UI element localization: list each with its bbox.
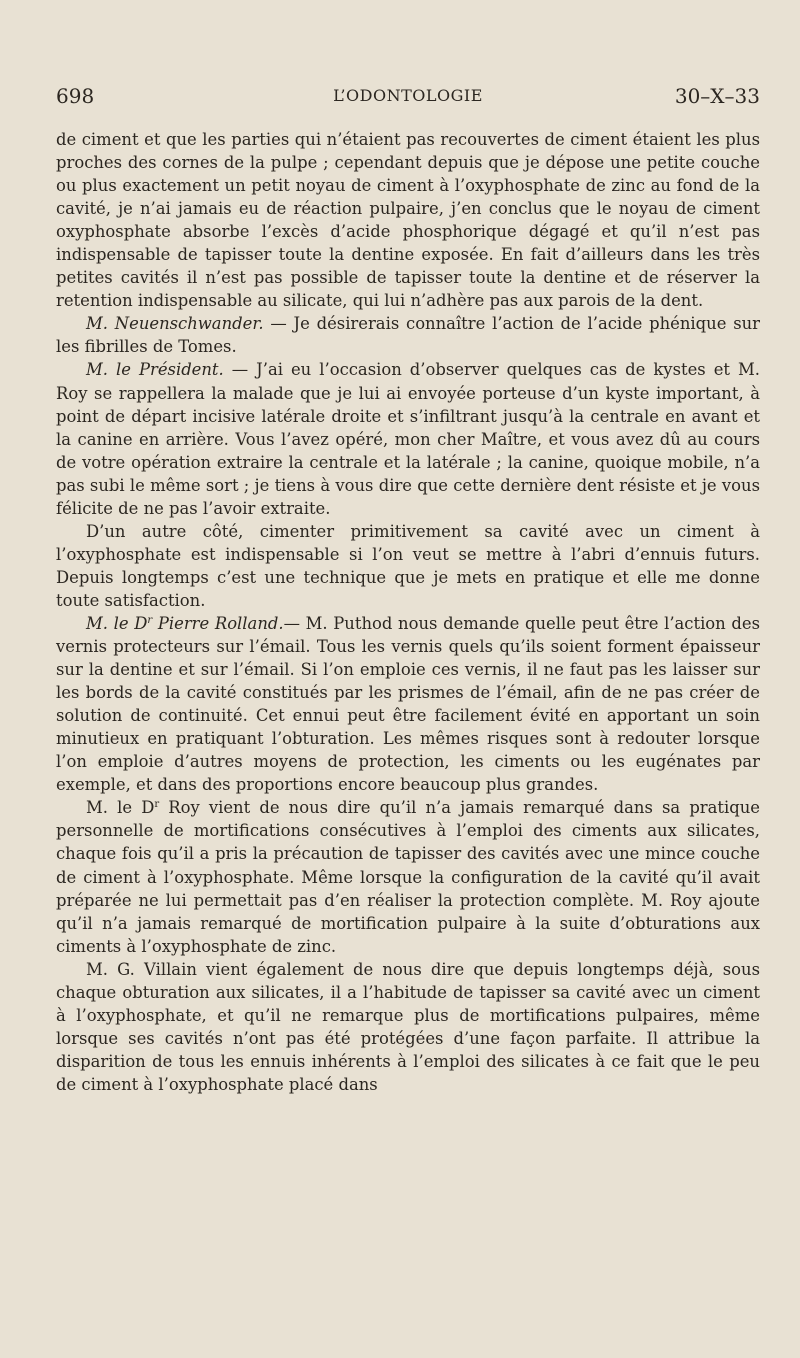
page-body bbox=[56, 128, 760, 1096]
paragraph: M. le Président. — J’ai eu l’occasion d’observer quelques cas de kystes et M. Roy se rappellera la malade que je lui ai envoyée porteuse d’un kyste important, à point de départ incisive latérale droite et s’infiltrant jusqu’à la centrale en avant et la canine en arrière. Vous l’avez opéré, mon cher Maître, et vous avez dû au cours de votre opération extraire la centrale et la latérale ; la canine, quoique mobile, n’a pas subi le même sort ; je tiens à vous dire que cette dernière dent résiste et je vous félicite de ne pas l’avoir extraite. bbox=[56, 360, 760, 518]
running-header bbox=[56, 84, 760, 114]
page-number: 698 bbox=[56, 84, 95, 108]
speaker-name: M. le $D^r$ Pierre Rolland. bbox=[86, 613, 284, 633]
paragraph: de ciment et que les parties qui n’étaient pas recouvertes de ciment étaient les plus proches des cornes de la pulpe ; cependant depuis que je dépose une petite couche ou plus exactement un petit noyau de ciment à l’oxyphosphate de zinc au fond de la cavité, je n’ai jamais eu de réaction pulpaire, j’en conclus que le noyau de ciment oxyphosphate absorbe l’excès d’acide phosphorique dégagé et qu’il n’est pas indispensable de tapisser toute la dentine exposée. En fait d’ailleurs dans les très petites cavités il n’est pas possible de tapisser toute la dentine et de réserver la retention indispensable au silicate, qui lui n’adhère pas aux parois de la dent. bbox=[56, 130, 760, 311]
issue-date: 30–X–33 bbox=[674, 84, 760, 108]
paragraph: M. G. Villain vient également de nous dire que depuis longtemps déjà, sous chaque obturation aux silicates, il a l’habitude de tapisser sa cavité avec un ciment à l’oxyphosphate, et qu’il ne remarque plus de mortifications pulpaires, même lorsque ses cavités n’ont pas été protégées d’une façon parfaite. Il attribue la disparition de tous les ennuis inhérents à l’emploi des silicates à ce fait que le peu de ciment à l’oxyphosphate placé dans bbox=[56, 959, 760, 1094]
journal-title: L’ODONTOLOGIE bbox=[333, 86, 483, 105]
speaker-name: M. le Président. bbox=[86, 360, 224, 380]
speaker-name: M. Neuenschwander. bbox=[86, 314, 264, 334]
paragraph: D’un autre côté, cimenter primitivement sa cavité avec un ciment à l’oxyphosphate est indispensable si l’on veut se mettre à l’abri d’ennuis futurs. Depuis longtemps c’est une technique que je mets en pratique et elle me donne toute satisfaction. bbox=[56, 521, 760, 610]
paragraph: M. le $D^r$ Roy vient de nous dire qu’il n’a jamais remarqué dans sa pratique personnelle de mortifications consécutives à l’emploi des ciments aux silicates, chaque fois qu’il a pris la précaution de tapisser des cavités avec une mince couche de ciment à l’oxyphosphate. Même lorsque la configuration de la cavité qu’il avait préparée ne lui permettait pas d’en réaliser la protection complète. M. Roy ajoute qu’il n’a jamais remarqué de mortification pulpaire à la suite d’obturations aux ciments à l’oxyphosphate de zinc. bbox=[56, 798, 760, 956]
paragraph: M. Neuenschwander. — Je désirerais connaître l’action de l’acide phénique sur les fibrilles de Tomes. bbox=[56, 314, 761, 357]
paragraph: M. le $D^r$ Pierre Rolland.— M. Puthod nous demande quelle peut être l’action des vernis protecteurs sur l’émail. Tous les vernis quels qu’ils soient forment épaisseur sur la dentine et sur l’émail. Si l’on emploie ces vernis, il ne faut pas les laisser sur les bords de la cavité constitués par les prismes de l’émail, afin de ne pas créer de solution de continuité. Cet ennui peut être facilement évité en apportant un soin minutieux en pratiquant l’obturation. Les mêmes risques sont à redouter lorsque l’on emploie d’autres moyens de protection, les ciments ou les eugénates par exemple, et dans des proportions encore beaucoup plus grandes. bbox=[56, 613, 760, 795]
